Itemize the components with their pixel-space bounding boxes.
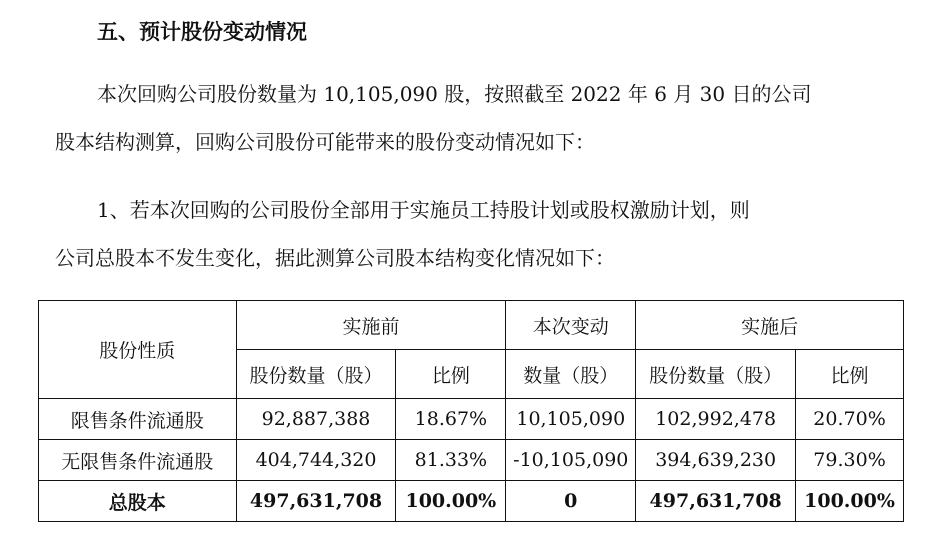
header-share-nature: 股份性质 (39, 301, 237, 399)
cell-after-qty: 394,639,230 (636, 440, 796, 481)
header-before: 实施前 (236, 301, 506, 350)
subheader-before-qty: 股份数量（股） (236, 350, 396, 399)
cell-change-qty: -10,105,090 (506, 440, 636, 481)
cell-total-after-qty: 497,631,708 (636, 481, 796, 522)
cell-nature: 限售条件流通股 (39, 399, 237, 440)
table-row (39, 399, 904, 440)
intro-paragraph (55, 70, 895, 166)
cell-change-qty: 10,105,090 (506, 399, 636, 440)
cell-total-nature: 总股本 (39, 481, 237, 522)
cell-total-change-qty: 0 (506, 481, 636, 522)
cell-before-ratio: 18.67% (396, 399, 506, 440)
scenario-paragraph-line-2: 公司总股本不发生变化，据此测算公司股本结构变化情况如下： (55, 246, 615, 270)
scenario-paragraph (55, 186, 895, 282)
header-after: 实施后 (636, 301, 904, 350)
cell-before-ratio: 81.33% (396, 440, 506, 481)
intro-paragraph-line-1: 本次回购公司股份数量为 10,105,090 股，按照截至 2022 年 6 月 30 日的公司 (97, 82, 812, 106)
cell-before-qty: 92,887,388 (236, 399, 396, 440)
table-total-row (39, 481, 904, 522)
cell-after-ratio: 79.30% (796, 440, 904, 481)
intro-paragraph-line-2: 股本结构测算，回购公司股份可能带来的股份变动情况如下： (55, 130, 595, 154)
cell-after-qty: 102,992,478 (636, 399, 796, 440)
subheader-after-qty: 股份数量（股） (636, 350, 796, 399)
cell-before-qty: 404,744,320 (236, 440, 396, 481)
cell-total-before-qty: 497,631,708 (236, 481, 396, 522)
cell-total-after-ratio: 100.00% (796, 481, 904, 522)
table-header-row (39, 301, 904, 350)
header-change: 本次变动 (506, 301, 636, 350)
table-row (39, 440, 904, 481)
scenario-paragraph-line-1: 1、若本次回购的公司股份全部用于实施员工持股计划或股权激励计划，则 (97, 198, 750, 222)
subheader-change-qty: 数量（股） (506, 350, 636, 399)
cell-total-before-ratio: 100.00% (396, 481, 506, 522)
subheader-after-ratio: 比例 (796, 350, 904, 399)
cell-after-ratio: 20.70% (796, 399, 904, 440)
subheader-before-ratio: 比例 (396, 350, 506, 399)
cell-nature: 无限售条件流通股 (39, 440, 237, 481)
share-structure-table (38, 300, 904, 522)
section-heading: 五、预计股份变动情况 (97, 19, 307, 44)
